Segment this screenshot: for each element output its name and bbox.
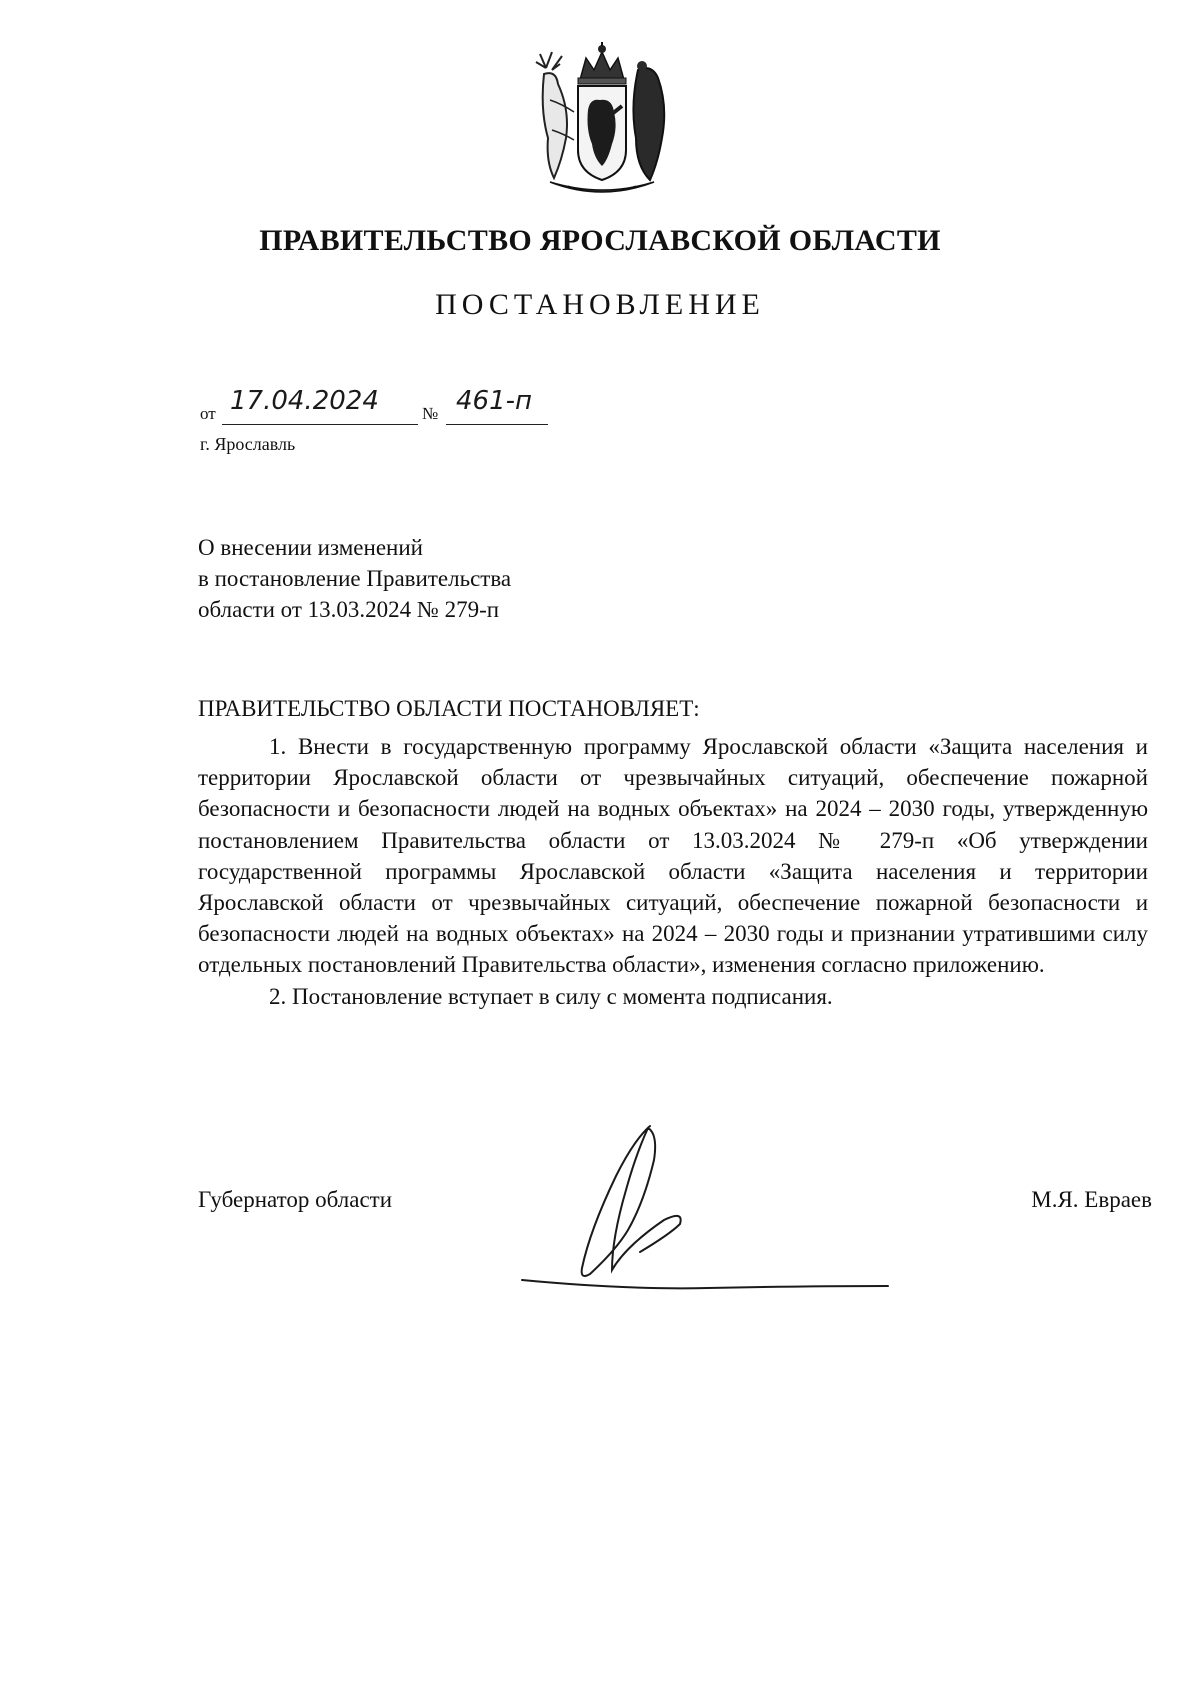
registration-line [200, 386, 600, 432]
paragraph-1: 1. Внести в государственную программу Ярославской области «Защита населения и территории Ярославской области от чрезвычайных ситуаций, обеспечение пожарной безопасности и безопасности людей на водных объектах» на 2024 – 2030 годы, утвержденную постановлением Правительства области от 13.03.2024 № 279-п «Об утверждении государственной программы Ярославской области «Защита населения и территории Ярославской области от чрезвычайных ситуаций, обеспечение пожарной безопасности и безопасности людей на водных объектах» на 2024 – 2030 годы и признании утратившими силу отдельных постановлений Правительства области», изменения согласно приложению. [198, 734, 1148, 978]
number-underline [446, 424, 548, 425]
number-prefix: № [422, 404, 439, 423]
coat-of-arms-icon [528, 40, 676, 198]
subject-line: О внесении изменений [198, 535, 423, 560]
paragraph-2: 2. Постановление вступает в силу с момента подписания. [269, 983, 833, 1009]
document-type: ПОСТАНОВЛЕНИЕ [435, 288, 765, 321]
date-value: 17.04.2024 [230, 386, 379, 416]
number-value: 461-п [456, 386, 533, 416]
subject-line: в постановление Правительства [198, 566, 512, 591]
document-body [198, 731, 1148, 1012]
handwritten-signature [508, 1120, 908, 1300]
date-prefix: от [200, 404, 216, 423]
signatory-name: М.Я. Евраев [1031, 1187, 1152, 1212]
city: г. Ярославль [200, 434, 296, 454]
date-underline [222, 424, 418, 425]
document-subject [198, 532, 511, 625]
signatory-position: Губернатор области [198, 1187, 393, 1212]
subject-line: области от 13.03.2024 № 279-п [198, 597, 500, 622]
decree-heading: ПРАВИТЕЛЬСТВО ОБЛАСТИ ПОСТАНОВЛЯЕТ: [198, 696, 700, 721]
organization-title: ПРАВИТЕЛЬСТВО ЯРОСЛАВСКОЙ ОБЛАСТИ [259, 224, 941, 257]
